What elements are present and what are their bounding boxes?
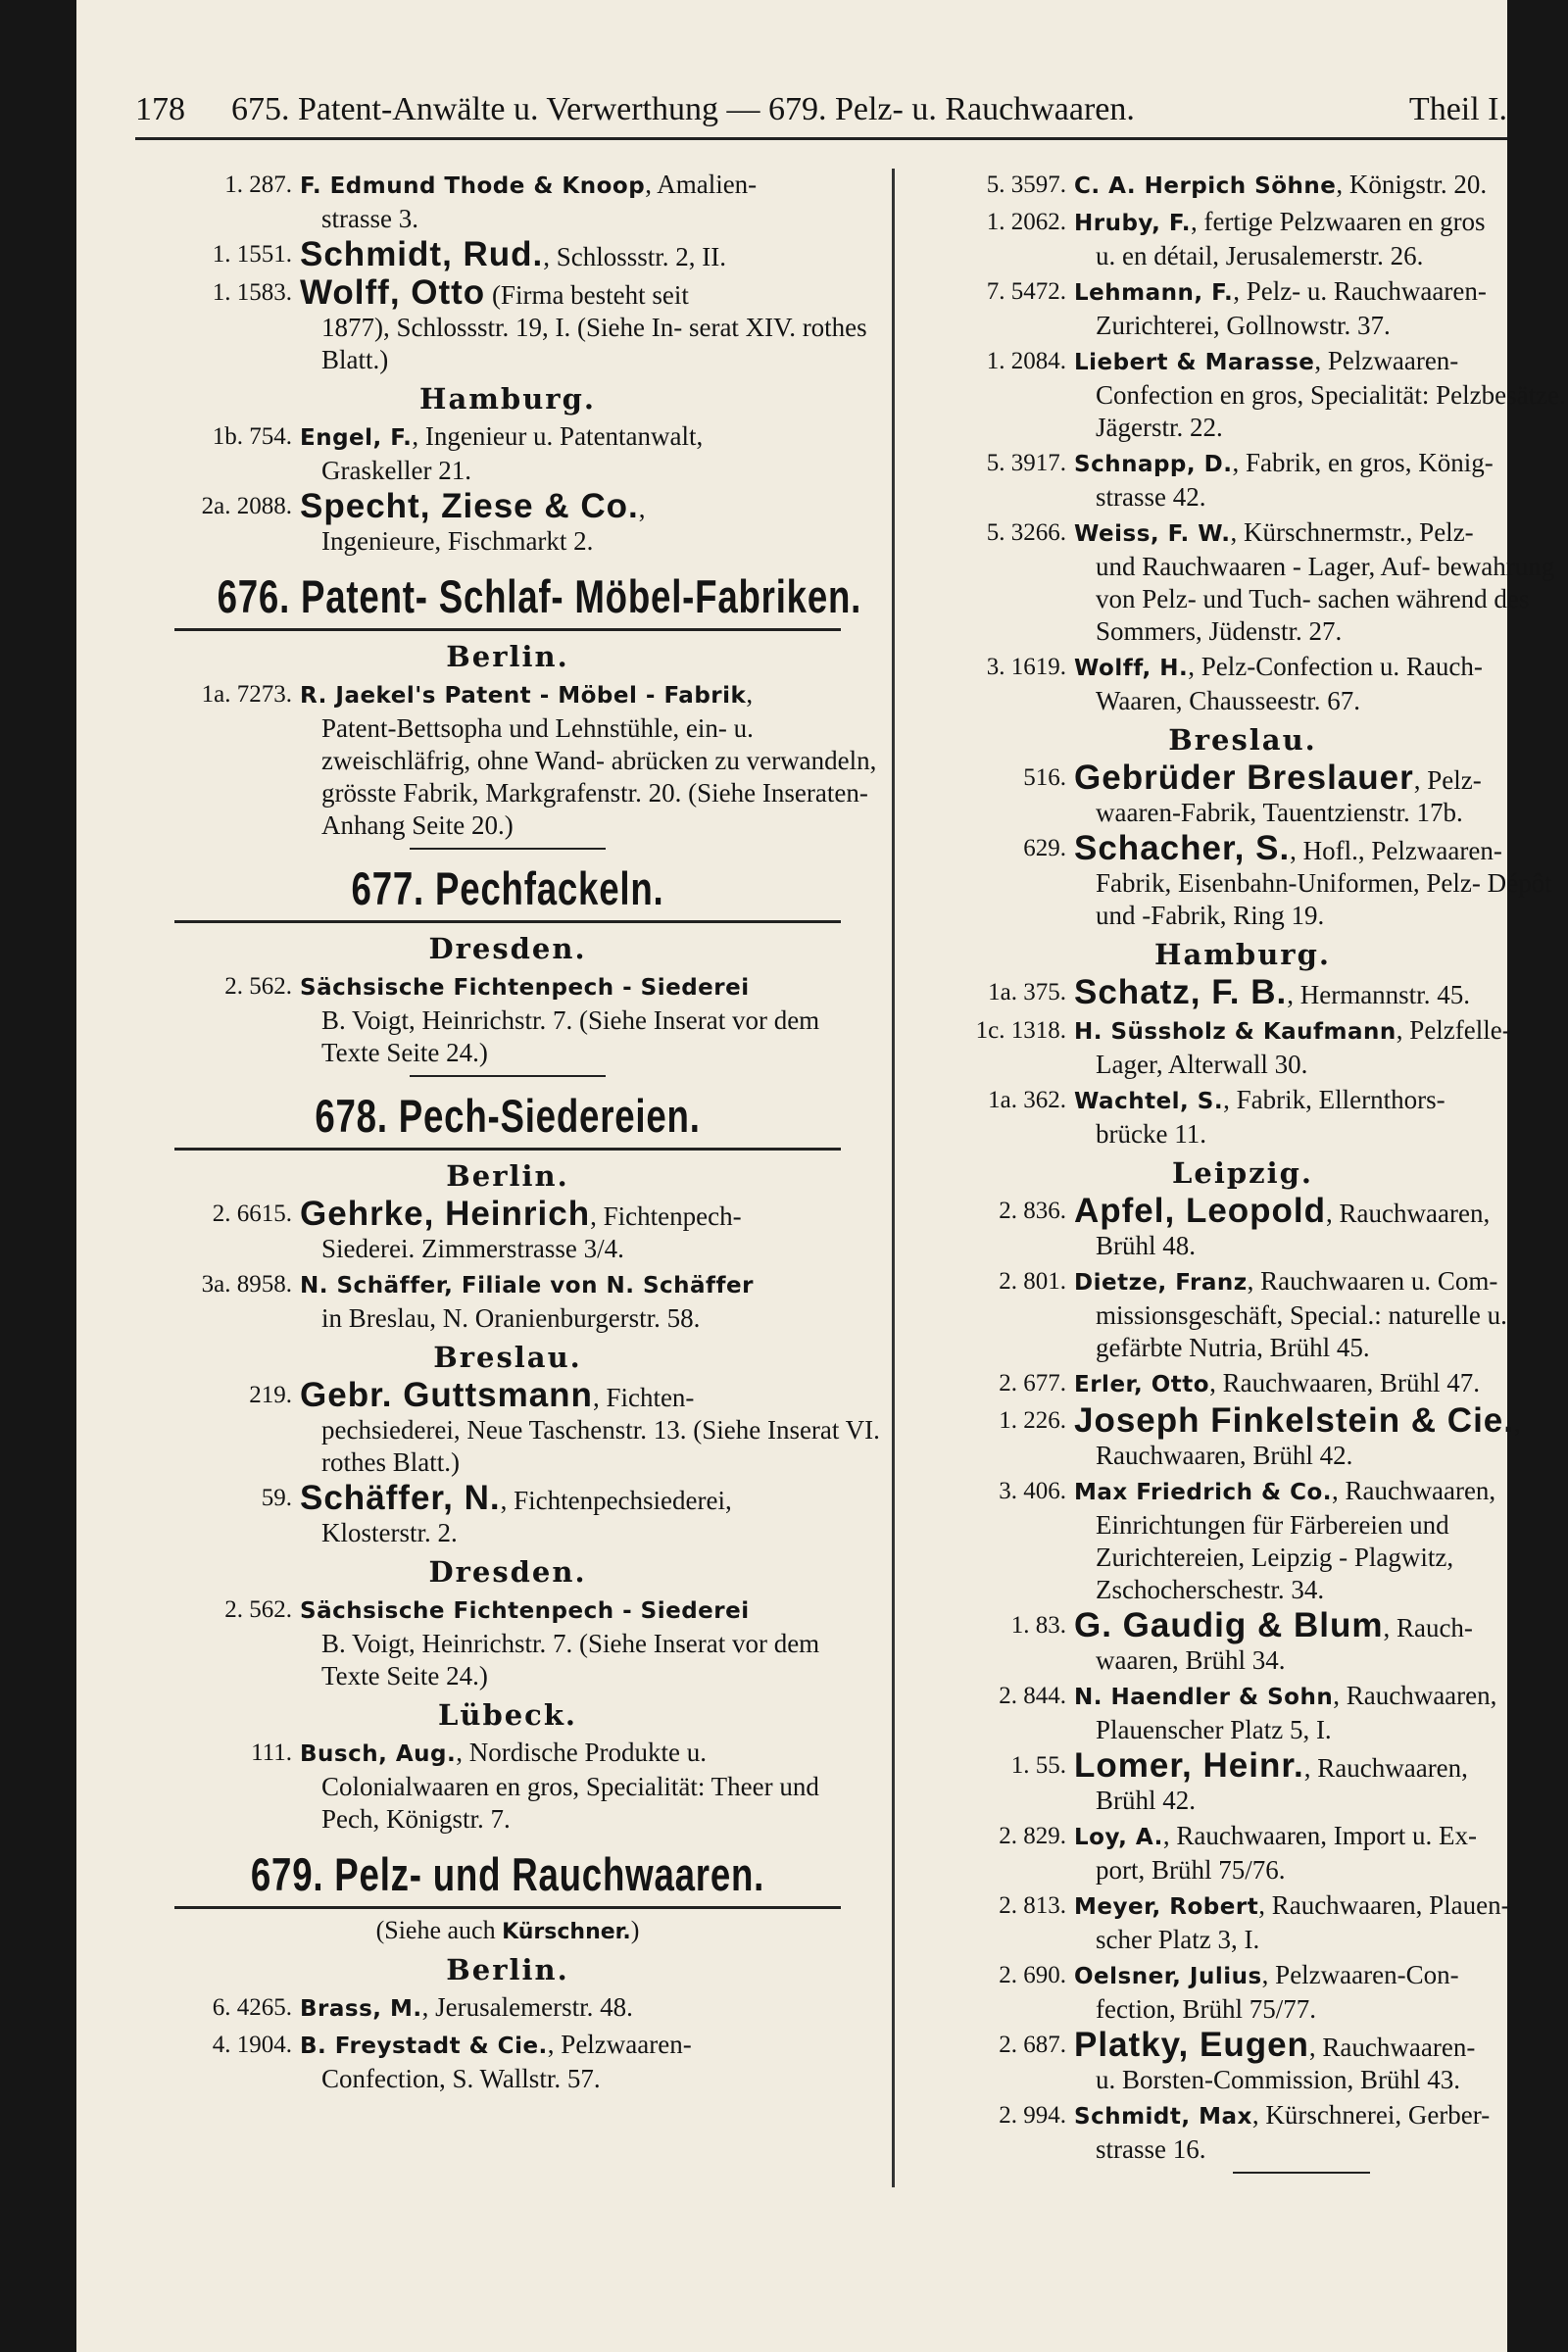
short-rule bbox=[410, 848, 606, 850]
entry-number: 59. bbox=[261, 1485, 292, 1511]
right-column bbox=[909, 169, 1568, 2174]
firm-name: Schacher, S. bbox=[1074, 829, 1291, 867]
entry-continuation: Patent-Bettsopha und Lehnstühle, ein- u. zweischläfrig, ohne Wand- abrücken zu verwandeln, grösste Fabrik, Markgrafenstr. 20. (Siehe Inseraten-Anhang Seite 20.) bbox=[321, 713, 877, 840]
entry-body bbox=[300, 678, 880, 842]
entry-number: 2. 836. bbox=[999, 1198, 1066, 1224]
entry-body bbox=[1074, 973, 1568, 1011]
directory-entry bbox=[135, 235, 880, 273]
directory-entry bbox=[909, 1959, 1568, 2026]
firm-name: Wolff, H. bbox=[1074, 656, 1189, 681]
entry-body bbox=[300, 1991, 880, 2026]
entry-number: 2. 6615. bbox=[212, 1200, 292, 1227]
entry-number: 2. 687. bbox=[999, 2032, 1066, 2058]
entry-continuation: strasse 42. bbox=[1096, 482, 1206, 512]
section-rule bbox=[174, 1148, 841, 1151]
entry-list bbox=[135, 970, 880, 1069]
directory-entry bbox=[909, 1606, 1568, 1677]
directory-entry bbox=[909, 447, 1568, 514]
directory-entry bbox=[135, 169, 880, 235]
entry-body bbox=[300, 273, 880, 376]
firm-name: Engel, F. bbox=[300, 425, 413, 451]
entry-number: 2. 690. bbox=[999, 1962, 1066, 1988]
entry-number: 2. 813. bbox=[999, 1892, 1066, 1919]
entry-continuation: brücke 11. bbox=[1096, 1119, 1206, 1149]
firm-name: Wachtel, S. bbox=[1074, 1089, 1224, 1114]
entry-body bbox=[1074, 1084, 1568, 1151]
directory-entry bbox=[135, 1737, 880, 1836]
entry-number: 629. bbox=[1023, 835, 1066, 861]
section-heading-679: 679. Pelz- und Rauchwaaren. bbox=[250, 1848, 765, 1900]
entry-body bbox=[300, 420, 880, 487]
directory-entry bbox=[909, 651, 1568, 717]
entry-details: , Kürschnermstr., Pelz- bbox=[1230, 517, 1474, 547]
firm-name: B. Freystadt & Cie. bbox=[300, 2034, 548, 2059]
entry-number: 1. 1583. bbox=[212, 279, 292, 306]
firm-name: Brass, M. bbox=[300, 1996, 422, 2022]
entry-number: 219. bbox=[249, 1382, 292, 1408]
entry-body bbox=[1074, 1820, 1568, 1886]
entry-list bbox=[135, 1593, 880, 1692]
entry-details: , Fichten- bbox=[592, 1383, 695, 1412]
directory-entry bbox=[909, 761, 1568, 829]
firm-name: Erler, Otto bbox=[1074, 1372, 1210, 1397]
firm-name: Apfel, Leopold bbox=[1074, 1192, 1327, 1230]
directory-entry bbox=[909, 206, 1568, 272]
firm-name: Lehmann, F. bbox=[1074, 280, 1234, 306]
entry-details: , Fichtenpechsiederei, bbox=[500, 1486, 732, 1515]
entry-details: , Pelz- bbox=[1413, 765, 1482, 795]
entry-details: , Ingenieur u. Patentanwalt, bbox=[412, 421, 704, 451]
entry-details: , Rauchwaaren, bbox=[1333, 1681, 1497, 1710]
entry-details: , bbox=[638, 494, 646, 523]
directory-entry bbox=[135, 1991, 880, 2026]
firm-name: Platky, Eugen bbox=[1074, 2026, 1309, 2064]
entry-details: , Kürschnerei, Gerber- bbox=[1251, 2100, 1491, 2130]
entry-list bbox=[135, 1376, 880, 1549]
firm-name: Wolff, Otto bbox=[300, 273, 486, 312]
entry-body bbox=[1074, 1959, 1568, 2026]
city-heading: Leipzig. bbox=[1172, 1156, 1313, 1190]
city-heading: Dresden. bbox=[428, 1555, 587, 1589]
firm-name: Max Friedrich & Co. bbox=[1074, 1480, 1333, 1505]
entry-list bbox=[909, 169, 1568, 717]
entry-number: 6. 4265. bbox=[212, 1994, 292, 2021]
end-rule bbox=[1233, 2172, 1370, 2174]
entry-number: 3a. 8958. bbox=[201, 1271, 292, 1298]
entry-body bbox=[1074, 1192, 1568, 1262]
directory-entry bbox=[909, 1084, 1568, 1151]
entry-continuation: u. en détail, Jerusalemerstr. 26. bbox=[1096, 241, 1424, 270]
column-divider bbox=[892, 169, 895, 2187]
entry-details: , Amalien- bbox=[645, 170, 758, 199]
entry-details: (Firma besteht seit bbox=[485, 280, 689, 310]
entry-body bbox=[300, 169, 880, 235]
city-heading: Breslau. bbox=[1168, 723, 1317, 757]
entry-details: , Pelzwaaren- bbox=[1314, 346, 1459, 375]
entry-body bbox=[300, 1479, 880, 1549]
entry-continuation: Brühl 42. bbox=[1096, 1786, 1197, 1815]
entry-body bbox=[1074, 2026, 1568, 2096]
directory-entry bbox=[909, 275, 1568, 342]
entry-details: , fertige Pelzwaaren en gros bbox=[1190, 207, 1486, 236]
directory-entry bbox=[909, 169, 1568, 203]
entry-continuation: B. Voigt, Heinrichstr. 7. (Siehe Inserat vor dem Texte Seite 24.) bbox=[321, 1629, 820, 1690]
entry-list bbox=[135, 1737, 880, 1836]
page-header bbox=[135, 86, 1507, 147]
directory-entry bbox=[909, 345, 1568, 444]
entry-body bbox=[300, 235, 880, 273]
firm-name: Loy, A. bbox=[1074, 1825, 1163, 1850]
directory-entry bbox=[135, 1268, 880, 1335]
directory-entry bbox=[135, 273, 880, 376]
entry-list bbox=[135, 1991, 880, 2095]
firm-name: Liebert & Marasse bbox=[1074, 350, 1315, 375]
entry-number: 1. 287. bbox=[224, 172, 292, 198]
directory-entry bbox=[909, 1475, 1568, 1606]
directory-entry bbox=[909, 829, 1568, 932]
directory-entry bbox=[909, 2099, 1568, 2166]
entry-continuation: Siederei. Zimmerstrasse 3/4. bbox=[321, 1234, 624, 1263]
city-heading: Lübeck. bbox=[437, 1698, 578, 1732]
entry-body bbox=[1074, 761, 1568, 829]
entry-list bbox=[909, 1192, 1568, 2166]
entry-continuation: B. Voigt, Heinrichstr. 7. (Siehe Inserat vor dem Texte Seite 24.) bbox=[321, 1005, 820, 1067]
entry-number: 1c. 1318. bbox=[975, 1017, 1066, 1044]
entry-number: 3. 1619. bbox=[986, 654, 1066, 680]
entry-continuation: Graskeller 21. bbox=[321, 456, 471, 485]
entry-details: , Rauchwaaren- bbox=[1308, 2033, 1476, 2062]
entry-number: 7. 5472. bbox=[986, 278, 1066, 305]
entry-body bbox=[1074, 1014, 1568, 1081]
entry-list bbox=[135, 678, 880, 842]
directory-entry bbox=[909, 1401, 1568, 1472]
city-heading: Hamburg. bbox=[419, 382, 596, 416]
directory-entry bbox=[909, 2026, 1568, 2096]
entry-details: , Pelz- u. Rauchwaaren- bbox=[1233, 276, 1487, 306]
firm-name: C. A. Herpich Söhne bbox=[1074, 173, 1337, 199]
entry-list bbox=[135, 169, 880, 376]
entry-continuation: strasse 3. bbox=[321, 204, 418, 233]
directory-page bbox=[76, 0, 1566, 2352]
entry-details: , Rauchwaaren, bbox=[1332, 1476, 1496, 1505]
entry-body bbox=[1074, 169, 1568, 203]
directory-entry bbox=[135, 420, 880, 487]
entry-continuation: port, Brühl 75/76. bbox=[1096, 1855, 1286, 1885]
city-heading: Dresden. bbox=[428, 932, 587, 965]
entry-number: 5. 3917. bbox=[986, 450, 1066, 476]
entry-number: 2. 801. bbox=[999, 1268, 1066, 1295]
entry-number: 2. 844. bbox=[999, 1683, 1066, 1709]
entry-body bbox=[1074, 2099, 1568, 2166]
entry-body bbox=[1074, 1680, 1568, 1746]
entry-number: 4. 1904. bbox=[212, 2032, 292, 2058]
entry-number: 1. 55. bbox=[1010, 1752, 1066, 1779]
entry-details: , Königstr. 20. bbox=[1336, 170, 1488, 199]
entry-continuation: waaren, Brühl 34. bbox=[1096, 1645, 1286, 1675]
entry-body bbox=[300, 1737, 880, 1836]
entry-number: 1. 1551. bbox=[212, 241, 292, 268]
left-column bbox=[135, 169, 880, 2098]
entry-body bbox=[1074, 516, 1568, 648]
entry-number: 1. 2062. bbox=[986, 209, 1066, 235]
entry-continuation: Confection, S. Wallstr. 57. bbox=[321, 2064, 601, 2093]
entry-list bbox=[135, 420, 880, 558]
entry-details: , Jerusalemerstr. 48. bbox=[421, 1992, 633, 2022]
directory-entry bbox=[135, 1479, 880, 1549]
section-rule bbox=[174, 1906, 841, 1909]
entry-continuation: 1877), Schlossstr. 19, I. (Siehe In- serat XIV. rothes Blatt.) bbox=[321, 313, 867, 374]
entry-body bbox=[300, 2029, 880, 2095]
city-heading: Breslau. bbox=[433, 1341, 582, 1374]
entry-details: , Rauchwaaren u. Com- bbox=[1247, 1266, 1498, 1296]
entry-continuation: Plauenscher Platz 5, I. bbox=[1096, 1715, 1332, 1744]
directory-entry bbox=[135, 2029, 880, 2095]
directory-entry bbox=[909, 1367, 1568, 1401]
entry-list bbox=[135, 1195, 880, 1335]
entry-number: 1. 226. bbox=[999, 1407, 1066, 1434]
entry-number: 1a. 375. bbox=[988, 979, 1066, 1005]
entry-body bbox=[1074, 275, 1568, 342]
entry-number: 3. 406. bbox=[999, 1478, 1066, 1504]
entry-body bbox=[1074, 1401, 1568, 1472]
entry-continuation: Einrichtungen für Färbereien und Zurichtereien, Leipzig - Plagwitz, Zschocherschestr. 34. bbox=[1096, 1510, 1454, 1604]
firm-name: Joseph Finkelstein & Cie. bbox=[1074, 1401, 1514, 1440]
firm-name: F. Edmund Thode & Knoop bbox=[300, 173, 646, 199]
entry-body bbox=[1074, 829, 1568, 932]
firm-name: Meyer, Robert bbox=[1074, 1894, 1259, 1920]
entry-number: 5. 3266. bbox=[986, 519, 1066, 546]
section-heading-676: 676. Patent- Schlaf- Möbel-Fabriken. bbox=[217, 570, 862, 622]
firm-name: H. Süssholz & Kaufmann bbox=[1074, 1019, 1396, 1045]
firm-name: Specht, Ziese & Co. bbox=[300, 487, 639, 525]
running-title: 675. Patent-Anwälte u. Verwerthung — 679. Pelz- u. Rauchwaaren. bbox=[231, 91, 1135, 127]
entry-details: , Nordische Produkte u. bbox=[456, 1738, 707, 1767]
entry-details: , Pelz-Confection u. Rauch- bbox=[1188, 652, 1483, 681]
entry-body bbox=[1074, 1367, 1568, 1401]
firm-name: R. Jaekel's Patent - Möbel - Fabrik bbox=[300, 683, 747, 709]
directory-entry bbox=[909, 973, 1568, 1011]
directory-entry bbox=[135, 1195, 880, 1265]
city-heading: Hamburg. bbox=[1154, 938, 1331, 971]
entry-number: 1. 83. bbox=[1010, 1612, 1066, 1639]
directory-entry bbox=[135, 970, 880, 1069]
entry-details: , Rauchwaaren, bbox=[1326, 1199, 1491, 1228]
entry-body bbox=[300, 1376, 880, 1479]
entry-body bbox=[1074, 345, 1568, 444]
entry-details: , Rauchwaaren, Import u. Ex- bbox=[1162, 1821, 1478, 1850]
entry-number: 2. 562. bbox=[224, 1596, 292, 1623]
city-heading: Berlin. bbox=[446, 1953, 569, 1986]
firm-name: Hruby, F. bbox=[1074, 211, 1191, 236]
firm-name: Schmidt, Max bbox=[1074, 2104, 1252, 2130]
firm-name: Schäffer, N. bbox=[300, 1479, 501, 1517]
entry-continuation: scher Platz 3, I. bbox=[1096, 1925, 1260, 1954]
entry-details: , Hofl., Pelzwaaren- bbox=[1290, 836, 1502, 865]
part-label: Theil I. bbox=[1408, 91, 1507, 127]
entry-body bbox=[1074, 1889, 1568, 1956]
directory-entry bbox=[909, 1192, 1568, 1262]
entry-body bbox=[1074, 1606, 1568, 1677]
entry-details: , Fabrik, Ellernthors- bbox=[1223, 1085, 1446, 1114]
firm-name: Sächsische Fichtenpech - Siederei bbox=[300, 1598, 750, 1624]
entry-details: , Pelzwaaren-Con- bbox=[1261, 1960, 1459, 1989]
entry-details: , bbox=[746, 679, 754, 709]
entry-number: 5. 3597. bbox=[986, 172, 1066, 198]
firm-name: Gebrüder Breslauer bbox=[1074, 759, 1414, 797]
entry-continuation: waaren-Fabrik, Tauentzienstr. 17b. bbox=[1096, 798, 1463, 827]
entry-continuation: Waaren, Chausseestr. 67. bbox=[1096, 686, 1360, 715]
entry-number: 2a. 2088. bbox=[201, 493, 292, 519]
section-heading-677: 677. Pechfackeln. bbox=[351, 862, 664, 914]
firm-name: Oelsner, Julius bbox=[1074, 1964, 1262, 1989]
entry-details: , Rauchwaaren, bbox=[1303, 1753, 1468, 1783]
entry-continuation: Confection en gros, Specialität: Pelzbesätze. Jägerstr. 22. bbox=[1096, 380, 1566, 442]
directory-entry bbox=[135, 678, 880, 842]
entry-body bbox=[1074, 447, 1568, 514]
city-heading: Berlin. bbox=[446, 640, 569, 673]
firm-name: Sächsische Fichtenpech - Siederei bbox=[300, 975, 750, 1001]
short-rule bbox=[410, 1075, 606, 1077]
city-heading: Berlin. bbox=[446, 1159, 569, 1193]
entry-continuation: Fabrik, Eisenbahn-Uniformen, Pelz- Dépôt und -Fabrik, Ring 19. bbox=[1096, 868, 1552, 930]
entry-continuation: fection, Brühl 75/77. bbox=[1096, 1994, 1316, 2024]
section-heading-678: 678. Pech-Siedereien. bbox=[315, 1090, 701, 1142]
firm-name: Gebr. Guttsmann bbox=[300, 1376, 593, 1414]
entry-continuation: strasse 16. bbox=[1096, 2134, 1206, 2164]
entry-number: 516. bbox=[1023, 764, 1066, 791]
entry-details: , bbox=[1514, 1408, 1521, 1438]
entry-body bbox=[300, 970, 880, 1069]
entry-continuation: Zurichterei, Gollnowstr. 37. bbox=[1096, 311, 1391, 340]
entry-details: , Schlossstr. 2, II. bbox=[543, 242, 727, 271]
firm-name: Schmidt, Rud. bbox=[300, 235, 544, 273]
entry-number: 2. 562. bbox=[224, 973, 292, 1000]
directory-entry bbox=[135, 487, 880, 558]
firm-name: Schatz, F. B. bbox=[1074, 973, 1288, 1011]
entry-body bbox=[300, 1268, 880, 1335]
entry-number: 2. 829. bbox=[999, 1823, 1066, 1849]
entry-details: , Fichtenpech- bbox=[590, 1201, 742, 1231]
entry-details: , Fabrik, en gros, König- bbox=[1232, 448, 1494, 477]
firm-name: N. Haendler & Sohn bbox=[1074, 1685, 1334, 1710]
entry-number: 2. 677. bbox=[999, 1370, 1066, 1396]
entry-body bbox=[300, 1195, 880, 1265]
section-rule bbox=[174, 920, 841, 923]
entry-continuation: Rauchwaaren, Brühl 42. bbox=[1096, 1441, 1353, 1470]
entry-details: , Hermannstr. 45. bbox=[1287, 980, 1470, 1009]
entry-details: , Rauchwaaren, Plauen- bbox=[1258, 1890, 1510, 1920]
entry-details: , Rauchwaaren, Brühl 47. bbox=[1209, 1368, 1481, 1397]
entry-continuation: in Breslau, N. Oranienburgerstr. 58. bbox=[321, 1303, 701, 1333]
entry-body bbox=[1074, 1475, 1568, 1606]
firm-name: Busch, Aug. bbox=[300, 1741, 457, 1767]
entry-body bbox=[300, 1593, 880, 1692]
directory-entry bbox=[909, 1820, 1568, 1886]
header-rule bbox=[135, 137, 1507, 140]
entry-number: 2. 994. bbox=[999, 2102, 1066, 2129]
directory-entry bbox=[909, 1889, 1568, 1956]
entry-body bbox=[1074, 206, 1568, 272]
entry-number: 1a. 362. bbox=[988, 1087, 1066, 1113]
entry-continuation: Brühl 48. bbox=[1096, 1231, 1197, 1260]
directory-entry bbox=[909, 1680, 1568, 1746]
firm-name: Schnapp, D. bbox=[1074, 452, 1233, 477]
entry-continuation: pechsiederei, Neue Taschenstr. 13. (Siehe Inserat VI. rothes Blatt.) bbox=[321, 1415, 880, 1477]
entry-continuation: Klosterstr. 2. bbox=[321, 1518, 458, 1547]
directory-entry bbox=[909, 1746, 1568, 1817]
entry-continuation: und Rauchwaaren - Lager, Auf- bewahrung von Pelz- und Tuch- sachen während des Sommers, Jüdenstr. 27. bbox=[1096, 552, 1555, 646]
entry-details: , Pelzfelle- bbox=[1396, 1015, 1511, 1045]
page-number: 178 bbox=[135, 91, 185, 127]
entry-body bbox=[1074, 651, 1568, 717]
entry-details: , Pelzwaaren- bbox=[547, 2030, 692, 2059]
firm-name: Weiss, F. W. bbox=[1074, 521, 1231, 547]
firm-name: Gehrke, Heinrich bbox=[300, 1195, 591, 1233]
section-rule bbox=[174, 628, 841, 631]
entry-details: , Rauch- bbox=[1383, 1613, 1473, 1642]
firm-name: G. Gaudig & Blum bbox=[1074, 1606, 1384, 1644]
directory-entry bbox=[135, 1376, 880, 1479]
directory-entry bbox=[909, 1014, 1568, 1081]
entry-number: 111. bbox=[251, 1740, 292, 1766]
entry-continuation: Lager, Alterwall 30. bbox=[1096, 1050, 1308, 1079]
directory-entry bbox=[909, 516, 1568, 648]
entry-continuation: u. Borsten-Commission, Brühl 43. bbox=[1096, 2065, 1461, 2094]
cross-reference-note: (Siehe auch Kürschner.) bbox=[375, 1916, 640, 1944]
entry-continuation: missionsgeschäft, Special.: naturelle u. gefärbte Nutria, Brühl 45. bbox=[1096, 1300, 1507, 1362]
entry-continuation: Ingenieure, Fischmarkt 2. bbox=[321, 526, 594, 556]
firm-name: Dietze, Franz bbox=[1074, 1270, 1248, 1296]
entry-list bbox=[909, 761, 1568, 932]
entry-body bbox=[300, 487, 880, 558]
entry-body bbox=[1074, 1265, 1568, 1364]
entry-number: 1a. 7273. bbox=[201, 681, 292, 708]
entry-number: 1b. 754. bbox=[212, 423, 292, 450]
firm-name: Lomer, Heinr. bbox=[1074, 1746, 1304, 1785]
entry-body bbox=[1074, 1746, 1568, 1817]
firm-name: N. Schäffer, Filiale von N. Schäffer bbox=[300, 1273, 754, 1298]
directory-entry bbox=[909, 1265, 1568, 1364]
directory-entry bbox=[135, 1593, 880, 1692]
entry-number: 1. 2084. bbox=[986, 348, 1066, 374]
entry-continuation: Colonialwaaren en gros, Specialität: Theer und Pech, Königstr. 7. bbox=[321, 1772, 819, 1834]
entry-list bbox=[909, 973, 1568, 1151]
